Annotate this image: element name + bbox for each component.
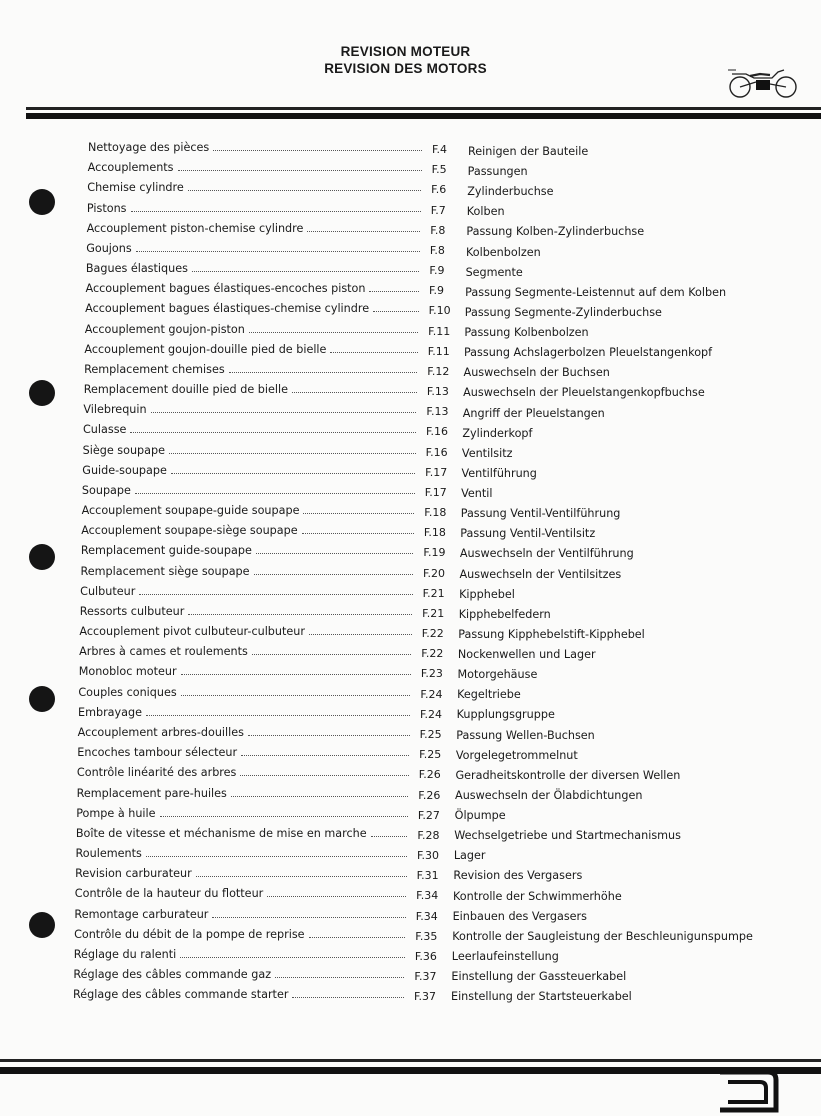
leader-dots bbox=[139, 593, 412, 595]
toc-german-title: Zylinderkopf bbox=[462, 426, 533, 440]
toc-german-title: Passung Kolben-Zylinderbuchse bbox=[466, 225, 645, 239]
toc-german-title: Motorgehäuse bbox=[457, 668, 538, 682]
toc-page-ref: F.28 bbox=[417, 828, 440, 842]
toc-page-ref: F.22 bbox=[421, 647, 444, 661]
toc-page-ref: F.34 bbox=[416, 889, 439, 903]
toc-french-title: Siège soupape bbox=[82, 443, 165, 457]
leader-dots bbox=[136, 250, 420, 252]
toc-french-entry bbox=[84, 360, 423, 380]
toc-french-title: Pistons bbox=[86, 201, 127, 215]
leader-dots bbox=[307, 230, 420, 232]
toc-row bbox=[72, 178, 772, 198]
toc-row bbox=[72, 824, 772, 844]
leader-dots bbox=[180, 956, 405, 958]
toc-french-title: Accouplement soupape-guide soupape bbox=[81, 504, 300, 518]
toc-page-ref: F.13 bbox=[426, 405, 449, 419]
toc-french-title: Chemise cylindre bbox=[87, 181, 184, 195]
leader-dots bbox=[212, 916, 405, 918]
toc-french-title: Accouplement bagues élastiques-encoches piston bbox=[85, 282, 366, 296]
toc-french-title: Monobloc moteur bbox=[78, 665, 177, 679]
toc-page-ref: F.11 bbox=[427, 344, 450, 358]
toc-french-entry bbox=[81, 541, 420, 561]
toc-row bbox=[72, 340, 772, 360]
toc-page-ref: F.26 bbox=[418, 768, 441, 782]
toc-page-ref: F.22 bbox=[421, 627, 444, 641]
header-rule bbox=[26, 107, 821, 121]
toc-row bbox=[72, 844, 772, 864]
toc-row bbox=[72, 804, 772, 824]
toc-french-entry bbox=[80, 602, 418, 622]
toc-page-ref: F.16 bbox=[426, 425, 449, 439]
leader-dots bbox=[151, 411, 417, 413]
binder-hole bbox=[29, 380, 55, 406]
toc-page-ref: F.12 bbox=[427, 364, 450, 378]
toc-french-entry bbox=[87, 199, 427, 219]
toc-french-entry bbox=[88, 158, 428, 178]
toc-page-ref: F.26 bbox=[418, 788, 441, 802]
leader-dots bbox=[178, 169, 422, 171]
leader-dots bbox=[369, 290, 419, 292]
toc-german-title: Kolben bbox=[466, 205, 505, 219]
toc-row bbox=[72, 259, 772, 279]
leader-dots bbox=[188, 613, 412, 615]
toc-french-entry bbox=[76, 804, 414, 824]
leader-dots bbox=[373, 310, 418, 312]
toc-french-entry bbox=[87, 178, 427, 198]
toc-french-title: Guide-soupape bbox=[82, 463, 167, 477]
toc-row bbox=[72, 400, 772, 420]
toc-page-ref: F.27 bbox=[417, 808, 440, 822]
toc-french-title: Remplacement pare-huiles bbox=[76, 786, 227, 800]
toc-page-ref: F.10 bbox=[428, 304, 451, 318]
toc-german-title: Lager bbox=[453, 849, 486, 863]
toc-page-ref: F.37 bbox=[414, 970, 437, 984]
toc-french-entry bbox=[85, 299, 424, 319]
toc-german-title: Passung Segmente-Zylinderbuchse bbox=[464, 305, 662, 319]
leader-dots bbox=[292, 391, 417, 393]
toc-row bbox=[72, 965, 772, 985]
toc-row bbox=[72, 925, 772, 945]
toc-page-ref: F.31 bbox=[416, 869, 439, 883]
toc-german-title: Einstellung der Gassteuerkabel bbox=[451, 970, 627, 984]
toc-page-ref: F.13 bbox=[426, 385, 449, 399]
toc-page-ref: F.19 bbox=[423, 546, 446, 560]
toc-page-ref: F.25 bbox=[419, 748, 442, 762]
leader-dots bbox=[275, 976, 404, 978]
toc-german-title: Kontrolle der Saugleistung der Beschleunigunspumpe bbox=[452, 929, 753, 943]
toc-german-title: Passung Ventil-Ventilsitz bbox=[460, 527, 596, 541]
toc-page-ref: F.18 bbox=[423, 526, 446, 540]
toc-page-ref: F.9 bbox=[429, 284, 445, 298]
toc-french-title: Remplacement douille pied de bielle bbox=[83, 383, 288, 397]
toc-page-ref: F.9 bbox=[429, 264, 445, 278]
leader-dots bbox=[241, 754, 409, 756]
toc-german-title: Angriff der Pleuelstangen bbox=[462, 406, 605, 420]
leader-dots bbox=[303, 512, 414, 514]
toc-german-title: Kipphebel bbox=[459, 587, 515, 601]
leader-dots bbox=[249, 331, 418, 333]
engine-section-icon bbox=[718, 1066, 780, 1116]
toc-row bbox=[72, 239, 772, 259]
toc-row bbox=[72, 683, 772, 703]
leader-dots bbox=[160, 815, 408, 817]
binder-hole bbox=[29, 912, 55, 938]
toc-french-title: Contrôle linéarité des arbres bbox=[76, 766, 237, 780]
toc-page-ref: F.5 bbox=[431, 163, 447, 177]
leader-dots bbox=[231, 795, 408, 797]
toc-page-ref: F.11 bbox=[428, 324, 451, 338]
toc-french-title: Bagues élastiques bbox=[85, 262, 188, 276]
toc-french-title: Accouplement goujon-douille pied de bielle bbox=[84, 342, 327, 356]
toc-french-title: Réglage des câbles commande starter bbox=[73, 988, 289, 1002]
leader-dots bbox=[169, 452, 416, 454]
toc-french-entry bbox=[75, 884, 412, 904]
toc-german-title: Ventilsitz bbox=[461, 446, 513, 460]
toc-french-entry bbox=[79, 642, 417, 662]
toc-french-entry bbox=[77, 763, 415, 783]
title-line-2: REVISION DES MOTORS bbox=[324, 61, 487, 76]
toc-page-ref: F.21 bbox=[422, 606, 445, 620]
toc-row bbox=[72, 642, 772, 662]
binder-hole bbox=[29, 189, 55, 215]
toc-french-title: Couples coniques bbox=[78, 685, 177, 699]
toc-page-ref: F.36 bbox=[414, 949, 437, 963]
leader-dots bbox=[302, 532, 414, 534]
toc-french-entry bbox=[83, 441, 422, 461]
toc-french-entry bbox=[79, 622, 417, 642]
leader-dots bbox=[213, 149, 422, 151]
toc-row bbox=[72, 521, 772, 541]
toc-page-ref: F.17 bbox=[425, 465, 448, 479]
toc-row bbox=[72, 784, 772, 804]
toc-row bbox=[72, 703, 772, 723]
toc-french-entry bbox=[82, 461, 421, 481]
toc-french-title: Accouplement pivot culbuteur-culbuteur bbox=[79, 625, 305, 639]
toc-row bbox=[72, 320, 772, 340]
toc-french-title: Boîte de vitesse et méchanisme de mise en marche bbox=[75, 826, 367, 840]
toc-german-title: Nockenwellen und Lager bbox=[457, 648, 596, 662]
toc-french-entry bbox=[82, 501, 421, 521]
toc-row bbox=[72, 360, 772, 380]
toc-french-entry bbox=[78, 703, 416, 723]
toc-german-title: Zylinderbuchse bbox=[467, 185, 554, 199]
toc-row bbox=[72, 985, 772, 1005]
toc-row bbox=[72, 763, 772, 783]
toc-french-entry bbox=[88, 138, 428, 158]
toc-page-ref: F.30 bbox=[417, 849, 440, 863]
toc-german-title: Passung Kolbenbolzen bbox=[464, 326, 589, 340]
toc-row bbox=[72, 864, 772, 884]
toc-german-title: Auswechseln der Buchsen bbox=[463, 366, 610, 380]
toc-page-ref: F.8 bbox=[429, 243, 445, 257]
toc-french-title: Vilebrequin bbox=[83, 403, 147, 417]
toc-page-ref: F.4 bbox=[432, 143, 448, 156]
toc-page-ref: F.37 bbox=[414, 990, 437, 1004]
toc-french-entry bbox=[74, 945, 411, 965]
toc-german-title: Ölpumpe bbox=[454, 809, 506, 823]
toc-french-title: Réglage des câbles commande gaz bbox=[73, 968, 272, 982]
toc-french-entry bbox=[84, 380, 423, 400]
toc-french-title: Revision carburateur bbox=[75, 867, 192, 881]
toc-row bbox=[72, 279, 772, 299]
leader-dots bbox=[254, 573, 413, 575]
toc-french-entry bbox=[87, 219, 427, 239]
toc-french-title: Remplacement chemises bbox=[84, 362, 225, 376]
leader-dots bbox=[135, 492, 415, 494]
toc-french-title: Remplacement guide-soupape bbox=[80, 544, 252, 558]
toc-french-entry bbox=[78, 683, 416, 703]
toc-page-ref: F.24 bbox=[420, 687, 443, 701]
toc-french-entry bbox=[79, 662, 417, 682]
toc-french-entry bbox=[75, 864, 412, 884]
leader-dots bbox=[309, 936, 406, 938]
toc-row bbox=[72, 582, 772, 602]
leader-dots bbox=[146, 714, 410, 716]
leader-dots bbox=[229, 371, 418, 373]
toc-row bbox=[72, 299, 772, 319]
toc-french-entry bbox=[81, 562, 420, 582]
toc-french-entry bbox=[84, 340, 423, 360]
leader-dots bbox=[330, 351, 417, 353]
toc-german-title: Geradheitskontrolle der diversen Wellen bbox=[455, 768, 681, 782]
toc-row bbox=[72, 562, 772, 582]
toc-french-title: Soupape bbox=[81, 483, 131, 497]
toc-french-entry bbox=[86, 259, 426, 279]
toc-row bbox=[72, 461, 772, 481]
leader-dots bbox=[252, 653, 411, 655]
toc-french-entry bbox=[86, 239, 426, 259]
toc-french-entry bbox=[81, 521, 420, 541]
toc-german-title: Ventilführung bbox=[461, 466, 537, 480]
toc-page-ref: F.21 bbox=[422, 586, 445, 600]
leader-dots bbox=[130, 431, 416, 433]
toc-german-title: Reinigen der Bauteile bbox=[468, 145, 589, 158]
toc-page-ref: F.20 bbox=[423, 566, 446, 580]
toc-row bbox=[72, 380, 772, 400]
toc-page-ref: F.7 bbox=[430, 203, 446, 217]
toc-french-entry bbox=[85, 320, 424, 340]
toc-row bbox=[72, 662, 772, 682]
toc-french-entry bbox=[83, 400, 422, 420]
toc-french-entry bbox=[73, 985, 410, 1005]
leader-dots bbox=[196, 875, 407, 877]
toc-french-entry bbox=[83, 420, 422, 440]
leader-dots bbox=[309, 633, 412, 635]
toc-french-title: Remplacement siège soupape bbox=[80, 564, 250, 578]
toc-french-title: Encoches tambour sélecteur bbox=[77, 746, 238, 760]
toc-german-title: Revision des Vergasers bbox=[453, 869, 583, 883]
toc-french-title: Roulements bbox=[75, 847, 142, 861]
leader-dots bbox=[371, 835, 408, 837]
toc-row bbox=[72, 441, 772, 461]
toc-page-ref: F.24 bbox=[420, 707, 443, 721]
toc-row bbox=[72, 905, 772, 925]
toc-german-title: Einstellung der Startsteuerkabel bbox=[451, 990, 632, 1004]
toc-german-title: Kipphebelfedern bbox=[458, 607, 551, 621]
toc-german-title: Einbauen des Vergasers bbox=[452, 909, 587, 923]
leader-dots bbox=[240, 774, 408, 776]
binder-hole bbox=[29, 544, 55, 570]
toc-row bbox=[72, 541, 772, 561]
toc-french-title: Accouplement arbres-douilles bbox=[77, 725, 244, 739]
table-of-contents bbox=[72, 138, 772, 1005]
toc-page-ref: F.6 bbox=[431, 183, 447, 197]
toc-german-title: Segmente bbox=[465, 265, 523, 279]
motorcycle-icon bbox=[726, 60, 798, 102]
toc-french-title: Culasse bbox=[83, 423, 127, 437]
leader-dots bbox=[256, 552, 414, 554]
toc-french-title: Réglage du ralenti bbox=[73, 947, 177, 961]
toc-page-ref: F.8 bbox=[430, 223, 446, 237]
toc-german-title: Auswechseln der Ventilführung bbox=[459, 547, 634, 561]
toc-french-entry bbox=[78, 723, 416, 743]
leader-dots bbox=[248, 734, 410, 736]
toc-page-ref: F.25 bbox=[419, 727, 442, 741]
toc-french-entry bbox=[77, 784, 415, 804]
toc-page-ref: F.35 bbox=[415, 929, 438, 943]
toc-french-entry bbox=[77, 743, 415, 763]
leader-dots bbox=[171, 472, 415, 474]
toc-row bbox=[72, 622, 772, 642]
leader-dots bbox=[267, 895, 406, 897]
toc-german-title: Auswechseln der Ölabdichtungen bbox=[455, 788, 643, 802]
toc-german-title: Vorgelegetrommelnut bbox=[455, 748, 578, 762]
toc-row bbox=[72, 199, 772, 219]
leader-dots bbox=[181, 673, 411, 675]
toc-row bbox=[72, 602, 772, 622]
toc-german-title: Ventil bbox=[461, 487, 493, 501]
toc-french-title: Accouplement piston-chemise cylindre bbox=[86, 221, 304, 235]
leader-dots bbox=[181, 694, 411, 696]
toc-page-ref: F.23 bbox=[420, 667, 443, 681]
toc-row bbox=[72, 158, 772, 178]
toc-german-title: Kupplungsgruppe bbox=[456, 708, 555, 722]
toc-row bbox=[72, 481, 772, 501]
toc-german-title: Passung Segmente-Leistennut auf dem Kolben bbox=[465, 285, 727, 299]
toc-french-title: Accouplement soupape-siège soupape bbox=[81, 524, 298, 538]
toc-german-title: Auswechseln der Ventilsitzes bbox=[459, 567, 622, 581]
toc-german-title: Passung Achslagerbolzen Pleuelstangenkopf bbox=[463, 346, 713, 360]
toc-french-title: Contrôle de la hauteur du flotteur bbox=[74, 887, 264, 901]
toc-french-title: Accouplements bbox=[87, 161, 174, 175]
page-title bbox=[0, 43, 821, 77]
toc-german-title: Kegeltriebe bbox=[457, 688, 521, 702]
leader-dots bbox=[146, 855, 407, 857]
toc-french-entry bbox=[74, 905, 411, 925]
toc-french-title: Remontage carburateur bbox=[74, 907, 209, 921]
toc-french-entry bbox=[76, 824, 414, 844]
toc-french-title: Goujons bbox=[86, 241, 132, 255]
toc-german-title: Passung Wellen-Buchsen bbox=[456, 728, 595, 742]
toc-page-ref: F.16 bbox=[425, 445, 448, 459]
toc-french-entry bbox=[86, 279, 426, 299]
footer-rule bbox=[0, 1059, 821, 1079]
toc-german-title: Passung Kipphebelstift-Kipphebel bbox=[458, 627, 645, 641]
leader-dots bbox=[192, 270, 419, 272]
toc-german-title: Passungen bbox=[467, 165, 528, 179]
toc-french-entry bbox=[76, 844, 414, 864]
toc-french-entry bbox=[80, 582, 418, 602]
toc-french-title: Accouplement bagues élastiques-chemise cylindre bbox=[85, 302, 370, 316]
toc-french-title: Arbres à cames et roulements bbox=[79, 645, 248, 659]
toc-french-title: Pompe à huile bbox=[76, 806, 156, 820]
toc-german-title: Kolbenbolzen bbox=[465, 245, 541, 259]
toc-page-ref: F.18 bbox=[424, 506, 447, 520]
toc-german-title: Wechselgetriebe und Startmechanismus bbox=[454, 829, 681, 843]
toc-row bbox=[72, 723, 772, 743]
toc-german-title: Kontrolle der Schwimmerhöhe bbox=[453, 889, 622, 903]
toc-french-title: Culbuteur bbox=[80, 584, 136, 598]
toc-french-title: Ressorts culbuteur bbox=[79, 604, 185, 618]
binder-hole bbox=[29, 686, 55, 712]
toc-page-ref: F.17 bbox=[424, 485, 447, 499]
toc-french-title: Nettoyage des pièces bbox=[88, 141, 210, 154]
toc-row bbox=[72, 420, 772, 440]
toc-german-title: Auswechseln der Pleuelstangenkopfbuchse bbox=[463, 386, 705, 400]
toc-french-entry bbox=[74, 925, 411, 945]
title-line-1: REVISION MOTEUR bbox=[340, 44, 471, 59]
toc-row bbox=[72, 501, 772, 521]
toc-row bbox=[72, 219, 772, 239]
toc-row bbox=[72, 945, 772, 965]
toc-french-entry bbox=[82, 481, 421, 501]
leader-dots bbox=[131, 210, 421, 212]
toc-french-entry bbox=[73, 965, 410, 985]
toc-german-title: Leerlaufeinstellung bbox=[451, 949, 559, 963]
toc-german-title: Passung Ventil-Ventilführung bbox=[460, 507, 621, 521]
toc-french-title: Contrôle du débit de la pompe de reprise bbox=[74, 927, 305, 941]
leader-dots bbox=[188, 189, 421, 191]
leader-dots bbox=[292, 996, 404, 998]
toc-row bbox=[72, 884, 772, 904]
toc-page-ref: F.34 bbox=[415, 909, 438, 923]
toc-french-title: Accouplement goujon-piston bbox=[84, 322, 245, 336]
toc-french-title: Embrayage bbox=[78, 705, 142, 719]
toc-row bbox=[72, 743, 772, 763]
toc-row bbox=[72, 138, 772, 158]
